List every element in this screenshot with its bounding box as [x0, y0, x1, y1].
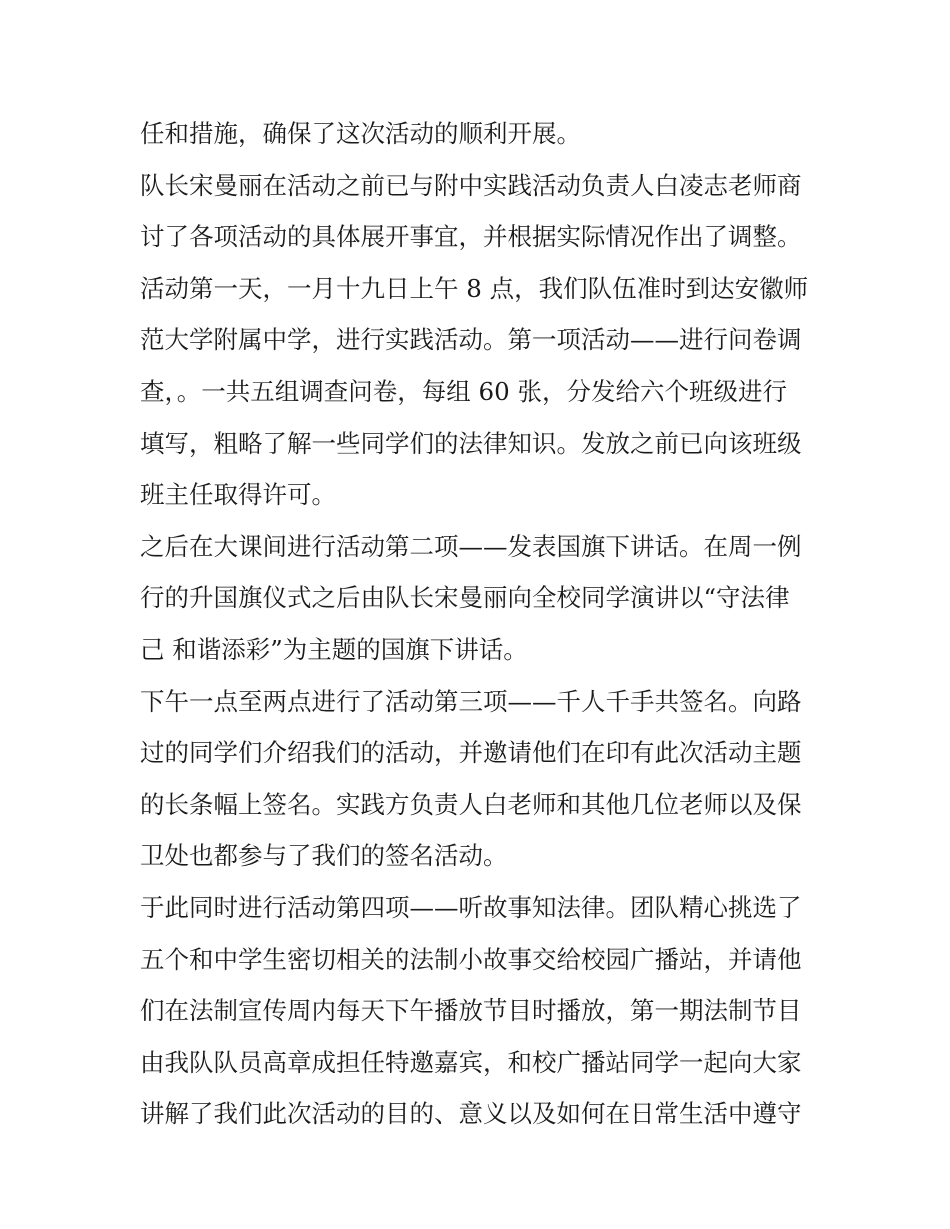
text-line: 的长条幅上签名。实践方负责人白老师和其他几位老师以及保 — [140, 789, 802, 819]
text-line: 查，。一共五组调查问卷，每组 60 张，分发给六个班级进行 — [140, 376, 787, 406]
text-line: 活动第一天，一月十九日上午 8 点，我们队伍准时到达安徽师 — [140, 273, 809, 303]
text-line: 任和措施，确保了这次活动的顺利开展。 — [140, 119, 581, 148]
document-body — [140, 108, 820, 1140]
text-line: 讲解了我们此次活动的目的、意义以及如何在日常生活中遵守 — [140, 1099, 802, 1129]
text-line: 己 和谐添彩”为主题的国旗下讲话。 — [140, 634, 528, 664]
text-line: 队长宋曼丽在活动之前已与附中实践活动负责人白凌志老师商 — [140, 170, 802, 200]
text-line: 之后在大课间进行活动第二项——发表国旗下讲话。在周一例 — [140, 531, 802, 561]
text-line: 讨了各项活动的具体展开事宜，并根据实际情况作出了调整。 — [140, 222, 802, 252]
text-line: 们在法制宣传周内每天下午播放节目时播放，第一期法制节目 — [140, 996, 802, 1026]
text-line: 范大学附属中学，进行实践活动。第一项活动——进行问卷调 — [140, 325, 802, 355]
text-line: 五个和中学生密切相关的法制小故事交给校园广播站，并请他 — [140, 944, 802, 974]
text-line: 班主任取得许可。 — [140, 480, 336, 510]
text-line: 于此同时进行活动第四项——听故事知法律。团队精心挑选了 — [140, 892, 802, 922]
text-line: 行的升国旗仪式之后由队长宋曼丽向全校同学演讲以“守法律 — [140, 583, 790, 613]
text-line: 下午一点至两点进行了活动第三项——千人千手共签名。向路 — [140, 686, 802, 716]
text-line: 填写，粗略了解一些同学们的法律知识。发放之前已向该班级 — [140, 428, 802, 458]
text-line: 由我队队员高章成担任特邀嘉宾，和校广播站同学一起向大家 — [140, 1047, 802, 1077]
text-line: 过的同学们介绍我们的活动，并邀请他们在印有此次活动主题 — [140, 738, 802, 768]
text-line: 卫处也都参与了我们的签名活动。 — [140, 841, 508, 871]
